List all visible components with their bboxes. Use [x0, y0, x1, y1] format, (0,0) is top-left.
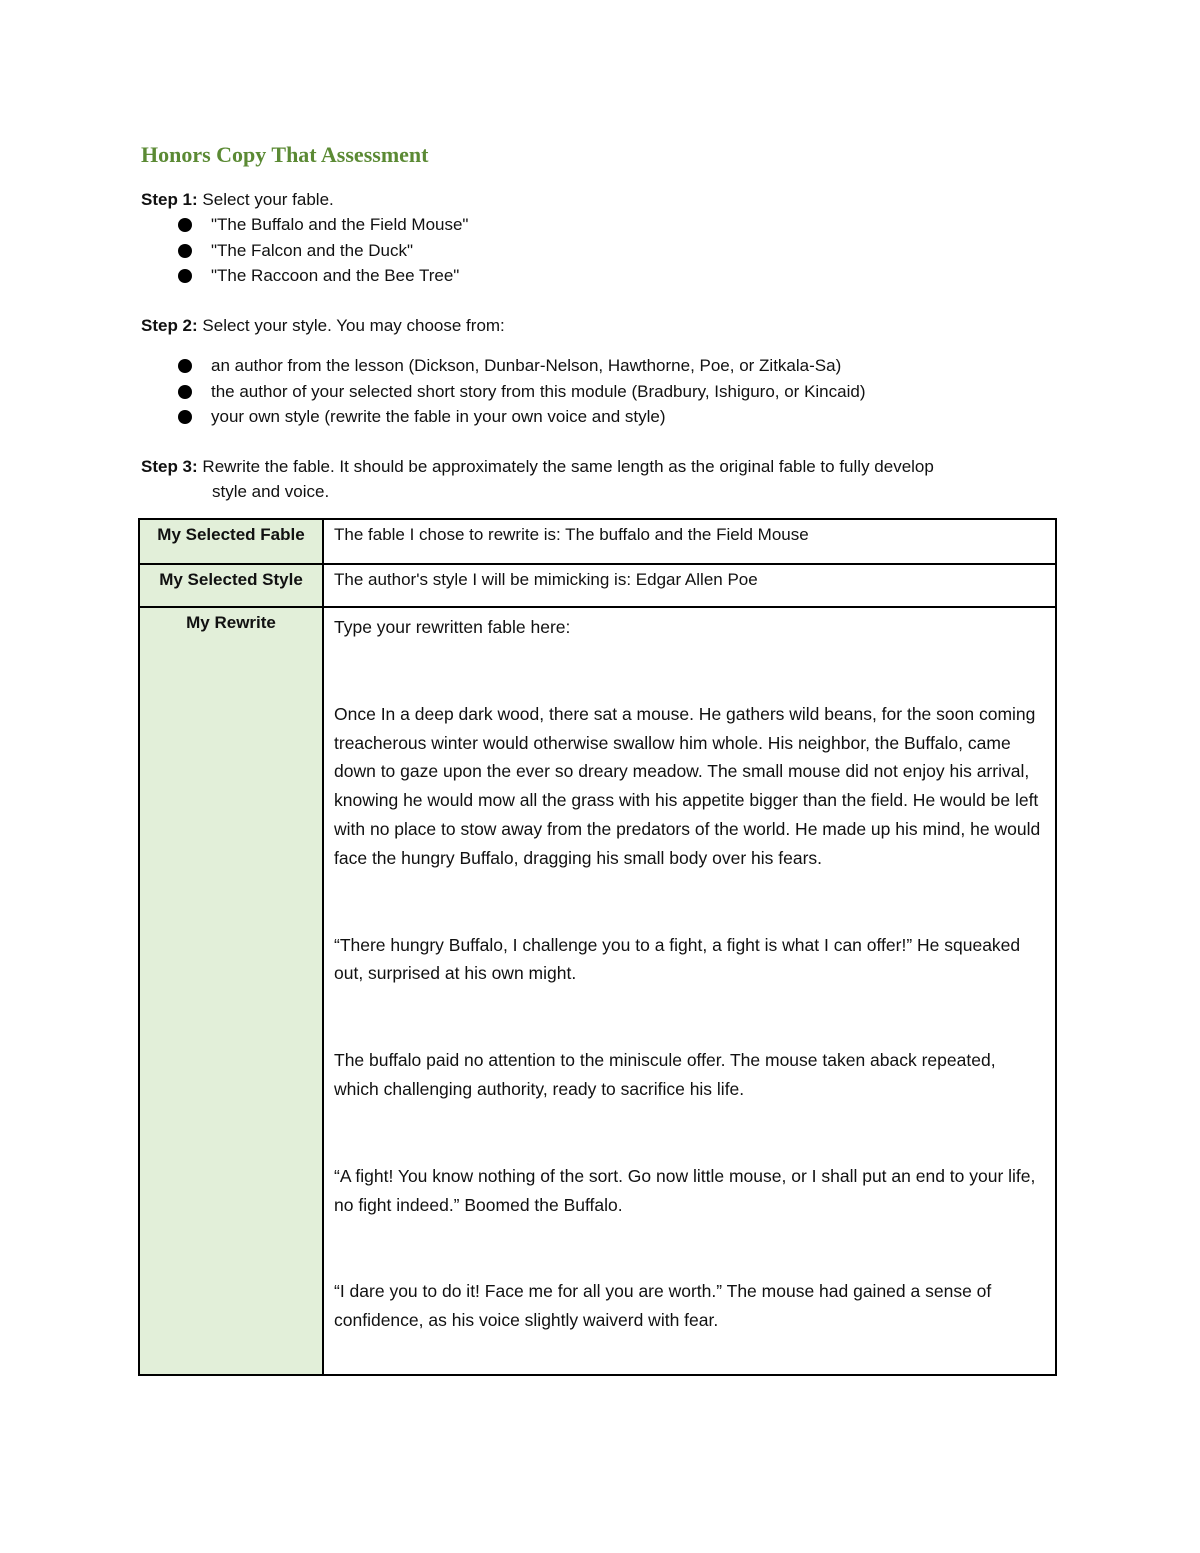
step-1-label: Step 1:	[141, 190, 198, 209]
step-3-instruction	[141, 454, 1041, 504]
list-item	[176, 263, 468, 289]
step-3-text-continued: style and voice.	[212, 482, 330, 501]
table-row	[139, 564, 1056, 607]
rewrite-paragraph: Once In a deep dark wood, there sat a mouse. He gathers wild beans, for the soon coming treacherous winter would otherwise swallow him whole. His neighbor, the Buffalo, came down to gaze upon the ever so dreary meadow. The small mouse did not enjoy his arrival, knowing he would mow all the grass with his appetite bigger than the field. He would be left with no place to stow away from the predators of the world. He made up his mind, he would face the hungry Buffalo, dragging his small body over his fears.	[334, 703, 1041, 868]
bullet-icon	[178, 385, 192, 399]
style-option: the author of your selected short story from this module (Bradbury, Ishiguro, or Kincaid)	[211, 381, 866, 401]
rewrite-label-cell: My Rewrite	[139, 607, 323, 1375]
list-item	[176, 404, 865, 430]
rewrite-paragraph: The buffalo paid no attention to the miniscule offer. The mouse taken aback repeated, which challenging authority, ready to sacrifice his life.	[334, 1050, 996, 1099]
document-title: Honors Copy That Assessment	[141, 142, 429, 167]
fable-option: "The Falcon and the Duck"	[211, 240, 414, 260]
fable-value-cell[interactable]: The fable I chose to rewrite is: The buffalo and the Field Mouse	[323, 519, 1056, 564]
rewrite-text-area[interactable]	[323, 607, 1056, 1375]
rewrite-paragraph: “There hungry Buffalo, I challenge you to a fight, a fight is what I can offer!” He squeaked out, surprised at his own might.	[334, 934, 1021, 984]
step-3-text: Rewrite the fable. It should be approximately the same length as the original fable to fully develop	[197, 457, 934, 476]
assessment-table	[138, 518, 1057, 1376]
style-value-cell[interactable]: The author's style I will be mimicking is: Edgar Allen Poe	[323, 564, 1056, 607]
rewrite-prompt: Type your rewritten fable here:	[334, 617, 571, 637]
step-1-instruction	[141, 187, 334, 212]
fable-label-cell: My Selected Fable	[139, 519, 323, 564]
style-label-cell: My Selected Style	[139, 564, 323, 607]
bullet-icon	[178, 244, 192, 258]
style-options-list	[176, 353, 865, 430]
list-item	[176, 238, 468, 264]
fable-options-list	[176, 212, 468, 289]
table-row	[139, 519, 1056, 564]
step-3-label: Step 3:	[141, 457, 198, 476]
list-item	[176, 353, 865, 379]
fable-option: "The Raccoon and the Bee Tree"	[211, 266, 460, 285]
style-option: an author from the lesson (Dickson, Dunbar-Nelson, Hawthorne, Poe, or Zitkala-Sa)	[211, 356, 842, 375]
rewrite-paragraph: “A fight! You know nothing of the sort. Go now little mouse, or I shall put an end to your life, no fight indeed.” Boomed the Buffalo.	[334, 1165, 1036, 1215]
rewrite-paragraph: “I dare you to do it! Face me for all you are worth.” The mouse had gained a sense of confidence, as his voice slightly waiverd with fear.	[334, 1281, 992, 1331]
bullet-icon	[178, 269, 192, 283]
step-1-text: Select your fable.	[197, 190, 334, 209]
bullet-icon	[178, 359, 192, 373]
list-item	[176, 379, 865, 405]
table-row	[139, 607, 1056, 1375]
step-2-text: Select your style. You may choose from:	[197, 316, 505, 335]
bullet-icon	[178, 218, 192, 232]
fable-option: "The Buffalo and the Field Mouse"	[211, 215, 469, 234]
step-2-label: Step 2:	[141, 316, 198, 335]
step-2-instruction	[141, 313, 505, 338]
bullet-icon	[178, 410, 192, 424]
list-item	[176, 212, 468, 238]
style-option: your own style (rewrite the fable in your own voice and style)	[211, 407, 666, 426]
